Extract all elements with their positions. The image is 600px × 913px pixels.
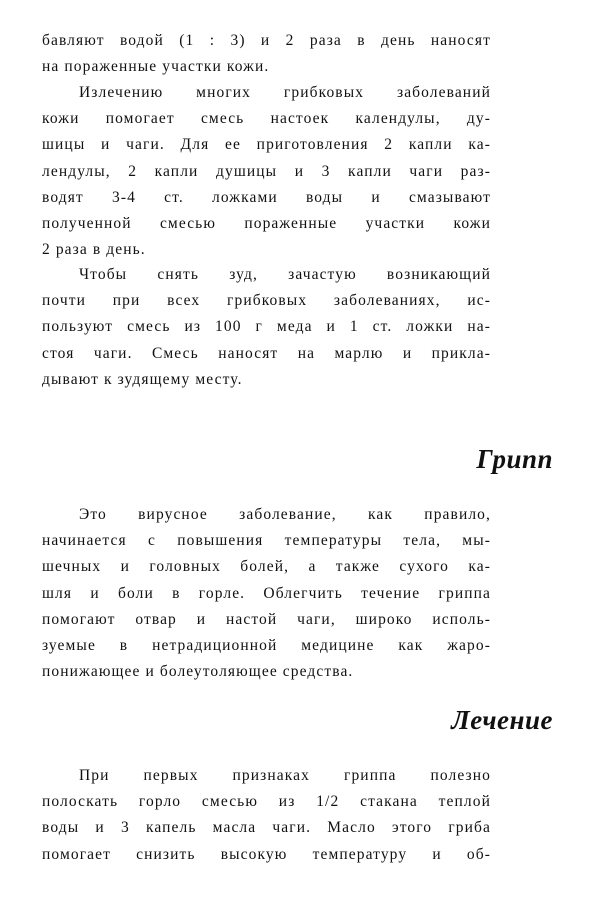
- text-line: бавляют водой (1 : 3) и 2 раза в день наносят: [42, 32, 491, 49]
- text-line: воды и 3 капель масла чаги. Масло этого гриба: [42, 819, 491, 837]
- text-line: Излечению многих грибковых заболеваний: [79, 84, 491, 101]
- text-line: на пораженные участки кожи.: [42, 58, 270, 76]
- text-line: Это вирусное заболевание, как правило,: [79, 506, 491, 523]
- text-line: кожи помогает смесь настоек календулы, ду-: [42, 110, 491, 128]
- text-line: пользуют смесь из 100 г меда и 1 ст. ложки на-: [42, 318, 491, 336]
- paragraph-flu-description: [42, 502, 491, 685]
- section-heading-treatment: Лечение: [451, 705, 553, 735]
- text-line: полученной смесью пораженные участки кожи: [42, 214, 491, 232]
- text-line: стоя чаги. Смесь наносят на марлю и прикла-: [42, 344, 491, 362]
- text-line: водят 3-4 ст. ложками воды и смазывают: [42, 188, 491, 206]
- section-heading-flu: Грипп: [476, 444, 553, 474]
- text-line: лендулы, 2 капли душицы и 3 капли чаги раз-: [42, 162, 491, 180]
- text-line: При первых признаках гриппа полезно: [79, 767, 491, 784]
- paragraph-flu-treatment: [42, 763, 491, 868]
- paragraph-itch-relief: [42, 262, 491, 393]
- text-line: 2 раза в день.: [42, 241, 146, 259]
- text-line: шля и боли в горле. Облегчить течение гриппа: [42, 584, 491, 602]
- text-line: Чтобы снять зуд, зачастую возникающий: [79, 266, 491, 283]
- text-line: шечных и головных болей, а также сухого ка-: [42, 558, 491, 576]
- text-line: зуемые в нетрадиционной медицине как жаро-: [42, 636, 491, 654]
- text-line: дывают к зудящему месту.: [42, 370, 243, 388]
- text-line: начинается с повышения температуры тела, мы-: [42, 532, 491, 550]
- paragraph-continuation: [42, 28, 491, 80]
- text-line: шицы и чаги. Для ее приготовления 2 капли ка-: [42, 136, 491, 154]
- paragraph-fungal-treatment: [42, 80, 491, 263]
- text-line: помогают отвар и настой чаги, широко исполь-: [42, 610, 491, 628]
- text-line: полоскать горло смесью из 1/2 стакана теплой: [42, 793, 491, 811]
- text-line: помогает снизить высокую температуру и об-: [42, 845, 491, 863]
- text-line: почти при всех грибковых заболеваниях, ис-: [42, 292, 491, 310]
- text-line: понижающее и болеутоляющее средства.: [42, 663, 354, 681]
